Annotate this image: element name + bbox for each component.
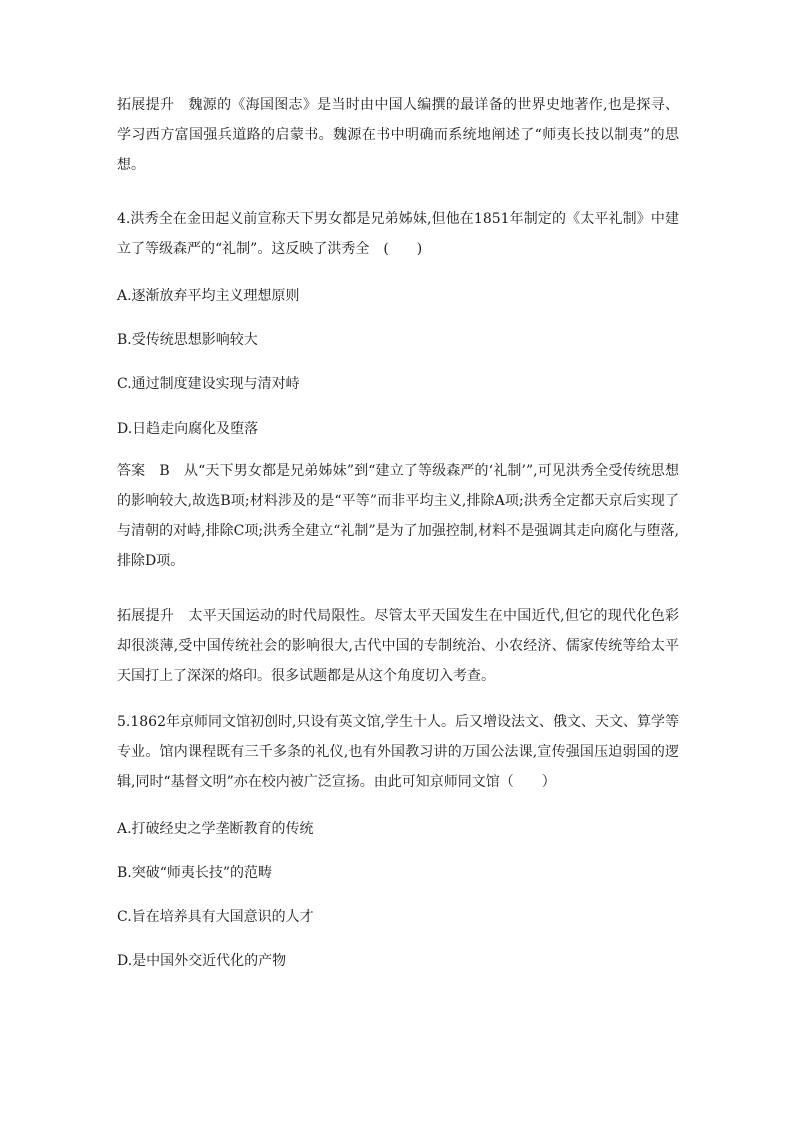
question-4-option-d: D.日趋走向腐化及堕落 (117, 421, 259, 437)
question-5-option-a: A.打破经史之学垄断教育的传统 (117, 821, 314, 837)
question-5-option-b: B.突破“师夷长技”的范畴 (117, 865, 273, 881)
question-5-stem: 5.1862年京师同文馆初创时,只设有英文馆,学生十人。后又增设法文、俄文、天文、算学等专业。馆内课程既有三千多条的礼仪,也有外国教习讲的万国公法课,宣传强国压迫弱国的逻辑,同时“基督文明”亦在校内被广泛宣扬。由此可知京师同文馆（ ） (117, 714, 679, 790)
question-5-option-c: C.旨在培养具有大国意识的人才 (117, 909, 314, 925)
question-4-option-a: A.逐渐放弃平均主义理想原则 (117, 288, 300, 304)
question-4-answer: 答案 B 从“天下男女都是兄弟姊妹”到“建立了等级森严的‘礼制’”,可见洪秀全受传统思想的影响较大,故选B项;材料涉及的是“平等”而非平均主义,排除A项;洪秀全定都天京后实现了与清朝的对峙,排除C项;洪秀全建立“礼制”是为了加强控制,材料不是强调其走向腐化与堕落,排除D项。 (117, 463, 679, 569)
question-4-option-b: B.受传统思想影响较大 (117, 332, 258, 348)
extension-note-weiyuan: 拓展提升 魏源的《海国图志》是当时由中国人编撰的最详备的世界史地著作,也是探寻、学习西方富国强兵道路的启蒙书。魏源在书中明确而系统地阐述了“师夷长技以制夷”的思想。 (117, 97, 679, 173)
question-4-option-c: C.通过制度建设实现与清对峙 (117, 376, 300, 392)
question-5-option-d: D.是中国外交近代化的产物 (117, 953, 287, 969)
question-4-stem: 4.洪秀全在金田起义前宣称天下男女都是兄弟姊妹,但他在1851年制定的《太平礼制》中建立了等级森严的“礼制”。这反映了洪秀全 ( ) (117, 211, 679, 257)
extension-note-taiping: 拓展提升 太平天国运动的时代局限性。尽管太平天国发生在中国近代,但它的现代化色彩却很淡薄,受中国传统社会的影响很大,古代中国的专制统治、小农经济、儒家传统等给太平天国打上了深深的烙印。很多试题都是从这个角度切入考查。 (117, 608, 679, 684)
